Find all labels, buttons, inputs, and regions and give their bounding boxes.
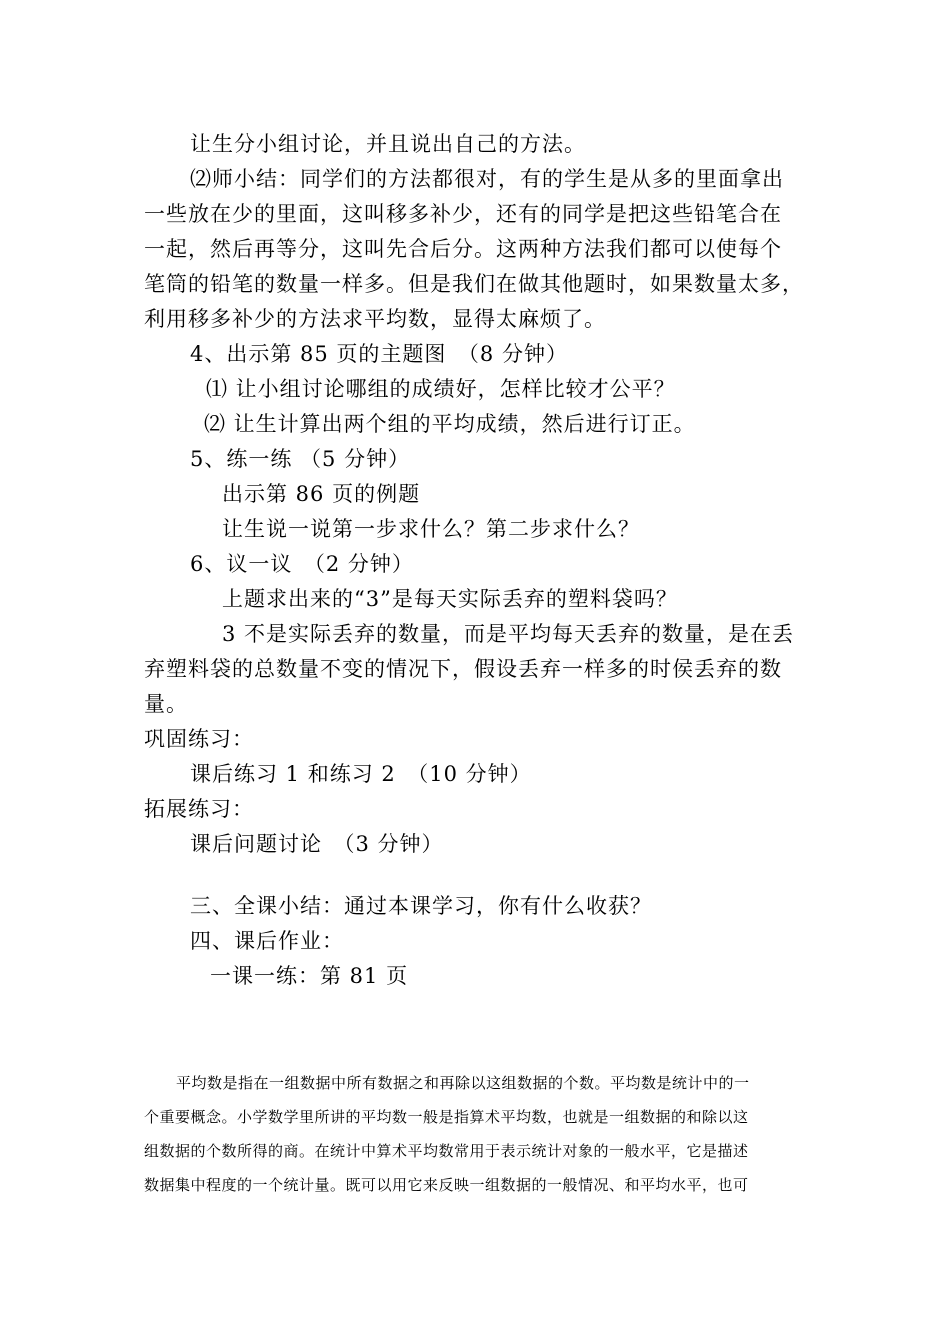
lesson-line: 笔筒的铅笔的数量一样多。但是我们在做其他题时，如果数量太多， [144,272,804,296]
lesson-line: 出示第 86 页的例题 [222,482,421,506]
lesson-line: 量。 [144,692,188,716]
note-line: 平均数是指在一组数据中所有数据之和再除以这组数据的个数。平均数是统计中的一 [176,1074,750,1092]
lesson-line: 3 不是实际丢弃的数量，而是平均每天丢弃的数量，是在丢 [222,622,795,646]
section-heading: 巩固练习： [144,727,254,751]
lesson-heading: 5、练一练 （5 分钟） [190,447,411,471]
note-line: 组数据的个数所得的商。在统计中算术平均数常用于表示统计对象的一般水平，它是描述 [144,1142,749,1160]
lesson-heading: 4、出示第 85 页的主题图 （8 分钟） [190,342,568,366]
lesson-line: 课后问题讨论 （3 分钟） [190,832,444,856]
note-line: 个重要概念。小学数学里所讲的平均数一般是指算术平均数，也就是一组数据的和除以这 [144,1108,749,1126]
lesson-line: 弃塑料袋的总数量不变的情况下，假设丢弃一样多的时侯丢弃的数 [144,657,782,681]
lesson-line: 一些放在少的里面，这叫移多补少，还有的同学是把这些铅笔合在 [144,202,782,226]
lesson-line: 课后练习 1 和练习 2 （10 分钟） [190,762,532,786]
lesson-line: ⑴ 让小组讨论哪组的成绩好，怎样比较才公平？ [206,377,676,401]
section-heading: 拓展练习： [144,797,254,821]
lesson-line: 让生说一说第一步求什么？第二步求什么？ [222,517,640,541]
lesson-line: 让生分小组讨论，并且说出自己的方法。 [190,132,586,156]
section-heading: 三、全课小结：通过本课学习，你有什么收获？ [190,894,652,918]
lesson-line: ⑵ 让生计算出两个组的平均成绩，然后进行订正。 [204,412,696,436]
section-heading: 四、课后作业： [190,929,344,953]
lesson-line: 上题求出来的“3”是每天实际丢弃的塑料袋吗？ [222,587,678,611]
lesson-line: 一起，然后再等分，这叫先合后分。这两种方法我们都可以使每个 [144,237,782,261]
note-line: 数据集中程度的一个统计量。既可以用它来反映一组数据的一般情况、和平均水平，也可 [144,1176,749,1194]
lesson-line: 一课一练：第 81 页 [210,964,409,988]
lesson-line: 利用移多补少的方法求平均数，显得太麻烦了。 [144,307,606,331]
lesson-line: ⑵师小结：同学们的方法都很对，有的学生是从多的里面拿出 [190,167,784,191]
lesson-heading: 6、议一议 （2 分钟） [190,552,414,576]
